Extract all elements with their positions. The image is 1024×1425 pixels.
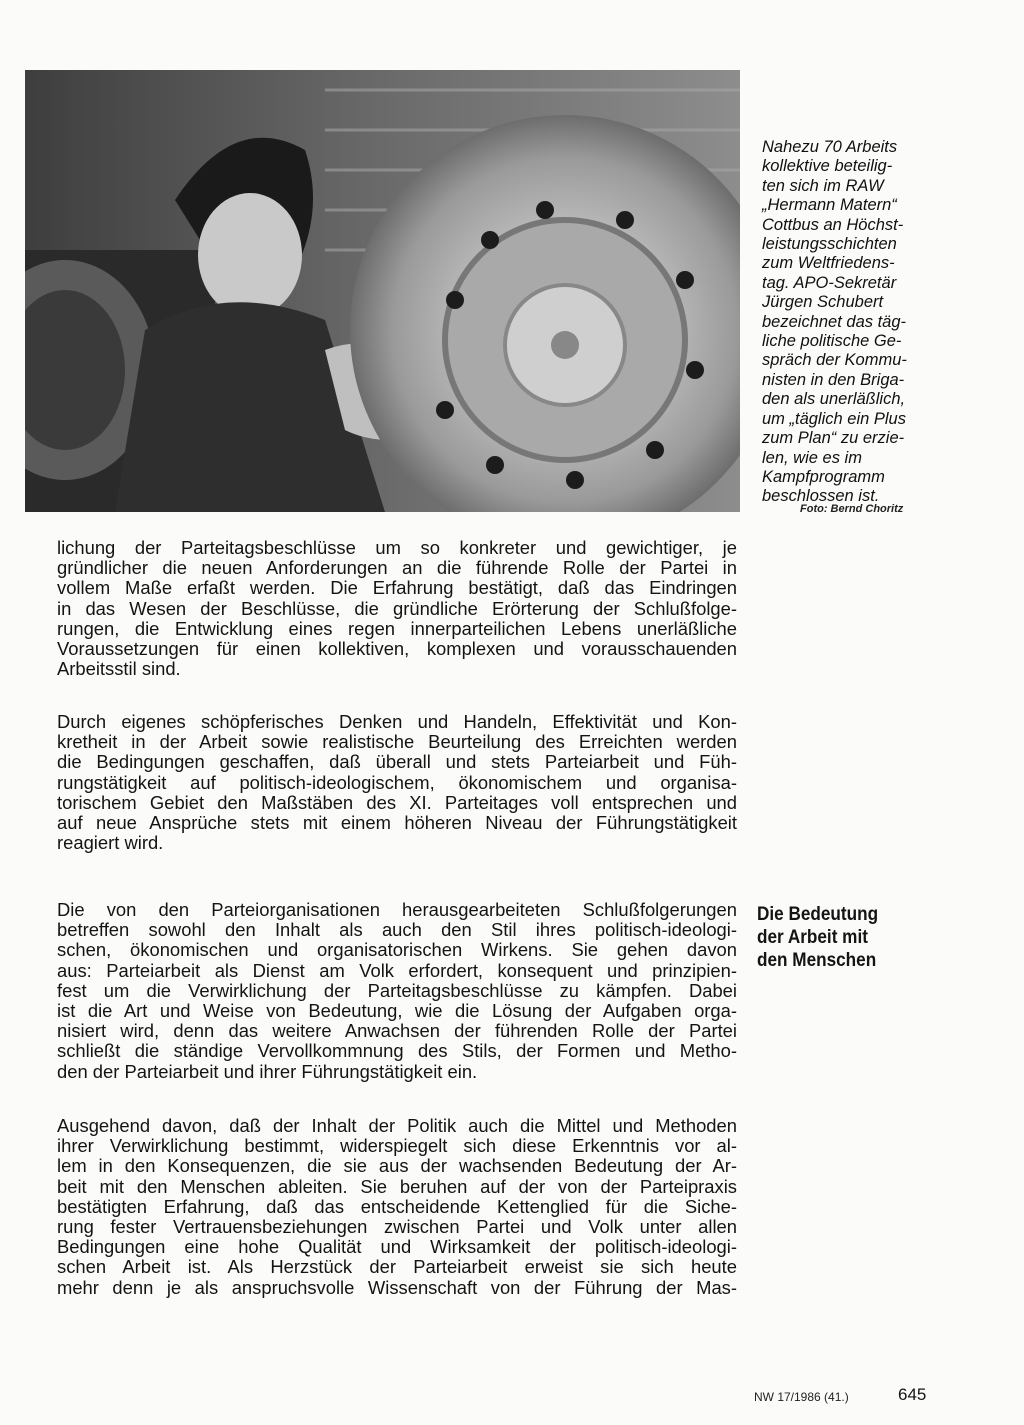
text-line: ihrer Verwirklichung bestimmt, widerspiegelt sich diese Erkenntnis vor al- (57, 1135, 737, 1157)
text-line: den der Parteiarbeit und ihrer Führungstätigkeit ein. (57, 1060, 478, 1082)
caption-line: nisten in den Briga- (762, 370, 905, 389)
text-line: Arbeitsstil sind. (57, 658, 181, 680)
caption-line: kollektive beteilig- (762, 157, 893, 176)
text-line: Die von den Parteiorganisationen herausgearbeiteten Schlußfolgerungen (57, 899, 737, 920)
text-line: torischem Gebiet den Maßstäben des XI. Parteitages voll entsprechen und (57, 791, 737, 813)
caption-line: len, wie es im (762, 448, 862, 467)
issue-reference: NW 17/1986 (41.) (754, 1390, 849, 1404)
caption-line: den als unerläßlich, (762, 390, 906, 409)
text-line: mehr denn je als anspruchsvolle Wissenschaft von der Führung der Mas- (57, 1276, 737, 1298)
caption-line: leistungsschichten (762, 235, 897, 254)
caption-line: Nahezu 70 Arbeits (762, 138, 898, 156)
caption-line: „Hermann Matern“ (762, 196, 897, 215)
text-line: die Bedingungen geschaffen, daß überall und stets Parteiarbeit und Füh- (57, 751, 737, 773)
body-paragraph-2 (57, 712, 737, 853)
caption-line: um „täglich ein Plus (762, 409, 906, 428)
text-line: gründlicher die neuen Anforderungen an die führende Rolle der Partei in (57, 557, 737, 579)
caption-line: spräch der Kommu- (762, 351, 907, 370)
text-line: lichung der Parteitagsbeschlüsse um so konkreter und gewichtiger, je (57, 537, 737, 558)
text-line: rung fester Vertrauensbeziehungen zwischen Partei und Volk unter allen (57, 1215, 737, 1237)
text-line: vollem Maße erfaßt werden. Die Erfahrung bestätigt, daß das Eindringen (57, 577, 737, 599)
side-heading-line: Die Bedeutung (757, 903, 879, 925)
text-line: nisiert wird, denn das weitere Anwachsen der führenden Rolle der Partei (57, 1020, 737, 1042)
photo-caption (762, 138, 942, 507)
text-line: auf neue Ansprüche stets mit einem höheren Niveau der Führungstätigkeit (57, 811, 737, 833)
caption-line: Cottbus an Höchst- (762, 215, 904, 234)
body-paragraph-1 (57, 538, 737, 679)
text-line: Durch eigenes schöpferisches Denken und Handeln, Effektivität und Kon- (57, 711, 737, 732)
text-line: schen Arbeit ist. Als Herzstück der Parteiarbeit erweist sie sich heute (57, 1256, 737, 1278)
text-line: ist die Art und Weise von Bedeutung, wie die Lösung der Aufgaben orga- (57, 999, 737, 1021)
side-heading (757, 903, 933, 972)
text-line: in das Wesen der Beschlüsse, die gründliche Erörterung der Schlußfolge- (57, 597, 737, 619)
caption-line: liche politische Ge- (762, 332, 902, 351)
text-line: Bedingungen eine hohe Qualität und Wirksamkeit der politisch-ideologi- (57, 1236, 737, 1258)
text-line: aus: Parteiarbeit als Dienst am Volk erfordert, konsequent und prinzipien- (57, 959, 737, 981)
page-number: 645 (898, 1385, 927, 1404)
text-line: rungstätigkeit auf politisch-ideologischem, ökonomischem und organisa- (57, 771, 737, 793)
text-line: reagiert wird. (57, 832, 164, 854)
photo-credit: Foto: Bernd Choritz (800, 503, 904, 515)
caption-line: zum Weltfriedens- (762, 254, 895, 273)
worker-with-wheel-photo-icon (25, 70, 740, 512)
caption-line: Jürgen Schubert (762, 293, 884, 312)
side-heading-line: der Arbeit mit (757, 926, 868, 948)
article-photo (25, 70, 740, 512)
text-line: beit mit den Menschen ableiten. Sie beruhen auf der von der Parteipraxis (57, 1175, 737, 1197)
side-heading-line: den Menschen (757, 949, 877, 971)
text-line: kretheit in der Arbeit sowie realistische Beurteilung des Erreichten werden (57, 731, 737, 753)
text-line: schließt die ständige Vervollkommnung des Stils, der Formen und Metho- (57, 1040, 737, 1062)
text-line: betreffen sowohl den Inhalt als auch den Stil ihres politisch-ideologi- (57, 919, 737, 941)
caption-line: Kampfprogramm (762, 467, 885, 486)
caption-line: zum Plan“ zu erzie- (762, 429, 905, 448)
text-line: lem in den Konsequenzen, die sie aus der wachsenden Bedeutung der Ar- (57, 1155, 737, 1177)
text-line: schen, ökonomischen und organisatorischen Wirkens. Sie gehen davon (57, 939, 737, 961)
caption-line: bezeichnet das täg- (762, 312, 907, 331)
text-line: Ausgehend davon, daß der Inhalt der Politik auch die Mittel und Methoden (57, 1115, 737, 1136)
text-line: bestätigten Erfahrung, daß das entscheidende Kettenglied für die Siche- (57, 1195, 737, 1217)
text-line: rungen, die Entwicklung eines regen innerparteilichen Lebens unerläßliche (57, 617, 737, 639)
caption-line: tag. APO-Sekretär (762, 273, 897, 292)
caption-line: ten sich im RAW (762, 176, 884, 195)
body-paragraph-3 (57, 900, 737, 1082)
body-paragraph-4 (57, 1116, 737, 1298)
text-line: Voraussetzungen für einen kollektiven, komplexen und vorausschauenden (57, 637, 737, 659)
caption-line: beschlossen ist. (762, 487, 880, 506)
text-line: fest um die Verwirklichung der Parteitagsbeschlüsse zu kämpfen. Dabei (57, 979, 737, 1001)
